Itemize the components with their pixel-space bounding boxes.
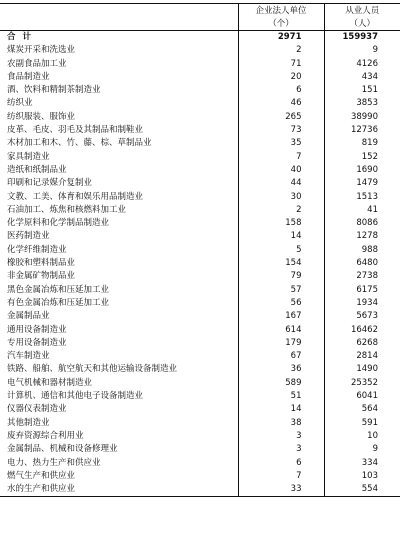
industry-name: 化学纤维制造业 [7,244,67,255]
industry-name: 家具制造业 [7,151,50,162]
industry-name: 煤炭开采和洗选业 [7,45,76,56]
industry-name: 酒、饮料和精制茶制造业 [7,85,101,96]
table-row [0,71,400,84]
industry-name: 木材加工和木、竹、藤、棕、草制品业 [7,138,152,149]
persons-value: 38990 [324,111,400,124]
industry-name: 造纸和纸制品业 [7,164,67,175]
industry-name: 电力、热力生产和供应业 [7,457,101,468]
persons-value: 4126 [324,58,400,71]
persons-value: 1513 [324,191,400,204]
units-value: 3 [238,430,324,443]
table-row [0,270,400,283]
table-row [0,457,400,470]
units-value: 158 [238,217,324,230]
units-value: 5 [238,244,324,257]
industry-name: 废弃资源综合利用业 [7,430,84,441]
industry-name: 仪器仪表制造业 [7,404,67,415]
industry-name: 医药制造业 [7,231,50,242]
table-row [0,124,400,137]
units-value: 2971 [238,31,324,45]
units-value: 14 [238,230,324,243]
persons-value: 25352 [324,377,400,390]
table-row [0,403,400,416]
industry-name: 非金属矿物制品业 [7,271,76,282]
units-value: 154 [238,257,324,270]
persons-value: 9 [324,443,400,456]
table-row [0,84,400,97]
persons-value: 5673 [324,310,400,323]
persons-value: 819 [324,137,400,150]
persons-value: 1690 [324,164,400,177]
industry-name: 金属制品业 [7,311,50,322]
units-value: 265 [238,111,324,124]
persons-value: 159937 [324,31,400,45]
header-persons-unit: （人） [324,18,400,31]
persons-value: 152 [324,151,400,164]
units-value: 67 [238,350,324,363]
industry-name: 农副食品加工业 [7,58,67,69]
table-row [0,111,400,124]
table-row [0,191,400,204]
table-row [0,164,400,177]
table-row [0,363,400,376]
units-value: 589 [238,377,324,390]
industry-name: 铁路、船舶、航空航天和其他运输设备制造业 [7,364,178,375]
persons-value: 434 [324,71,400,84]
table-row [0,377,400,390]
persons-value: 12736 [324,124,400,137]
units-value: 7 [238,470,324,483]
table-row [0,284,400,297]
units-value: 79 [238,270,324,283]
table-row-total [0,31,400,45]
units-value: 6 [238,457,324,470]
industry-name: 黑色金属冶炼和压延加工业 [7,284,110,295]
persons-value: 6041 [324,390,400,403]
units-value: 2 [238,204,324,217]
units-value: 6 [238,84,324,97]
persons-value: 6480 [324,257,400,270]
persons-value: 103 [324,470,400,483]
units-value: 73 [238,124,324,137]
table-row [0,390,400,403]
persons-value: 3853 [324,97,400,110]
persons-value: 1278 [324,230,400,243]
table-row [0,443,400,456]
industry-name: 化学原料和化学制品制造业 [7,218,110,229]
industry-name: 有色金属冶炼和压延加工业 [7,297,110,308]
header-industry-empty [0,4,238,19]
table-row [0,350,400,363]
table-row [0,177,400,190]
table-header [0,4,400,31]
industry-name: 燃气生产和供应业 [7,470,76,481]
industry-name: 合计 [7,32,39,42]
industry-name: 纺织服装、服饰业 [7,111,76,122]
industry-name: 食品制造业 [7,71,50,82]
table-row [0,204,400,217]
industry-name: 纺织业 [7,98,33,109]
units-value: 167 [238,310,324,323]
persons-value: 151 [324,84,400,97]
persons-value: 554 [324,483,400,497]
industry-name: 专用设备制造业 [7,337,67,348]
units-value: 40 [238,164,324,177]
units-value: 51 [238,390,324,403]
table-row [0,483,400,497]
header-units: 企业法人单位 [238,4,324,19]
units-value: 44 [238,177,324,190]
industry-name: 其他制造业 [7,417,50,428]
industry-name: 印刷和记录媒介复制业 [7,178,93,189]
units-value: 20 [238,71,324,84]
industry-name: 汽车制造业 [7,351,50,362]
table-row [0,257,400,270]
units-value: 35 [238,137,324,150]
units-value: 56 [238,297,324,310]
table-row [0,151,400,164]
industry-name: 石油加工、炼焦和核燃料加工业 [7,204,127,215]
table-row [0,97,400,110]
header-industry-empty-2 [0,18,238,31]
units-value: 2 [238,44,324,57]
table-body [0,31,400,497]
persons-value: 591 [324,417,400,430]
units-value: 3 [238,443,324,456]
table-row [0,337,400,350]
persons-value: 41 [324,204,400,217]
table-row [0,430,400,443]
units-value: 614 [238,324,324,337]
persons-value: 988 [324,244,400,257]
units-value: 14 [238,403,324,416]
persons-value: 1934 [324,297,400,310]
units-value: 38 [238,417,324,430]
persons-value: 2738 [324,270,400,283]
persons-value: 16462 [324,324,400,337]
industry-name: 皮革、毛皮、羽毛及其制品和制鞋业 [7,125,144,136]
table-row [0,58,400,71]
industry-name: 通用设备制造业 [7,324,67,335]
industry-name: 文教、工美、体育和娱乐用品制造业 [7,191,144,202]
header-units-unit: （个） [238,18,324,31]
persons-value: 1479 [324,177,400,190]
table-row [0,324,400,337]
table-row [0,244,400,257]
table-row [0,137,400,150]
persons-value: 1490 [324,363,400,376]
persons-value: 6175 [324,284,400,297]
industry-name: 水的生产和供应业 [0,483,238,497]
table-row [0,310,400,323]
persons-value: 8086 [324,217,400,230]
industry-name: 计算机、通信和其他电子设备制造业 [7,391,144,402]
table-row [0,297,400,310]
units-value: 36 [238,363,324,376]
persons-value: 2814 [324,350,400,363]
units-value: 7 [238,151,324,164]
units-value: 71 [238,58,324,71]
industry-statistics-table [0,3,400,497]
units-value: 46 [238,97,324,110]
persons-value: 564 [324,403,400,416]
persons-value: 9 [324,44,400,57]
table-row [0,470,400,483]
units-value: 30 [238,191,324,204]
table-row [0,417,400,430]
units-value: 33 [238,483,324,497]
table-row [0,217,400,230]
header-persons: 从业人员 [324,4,400,19]
persons-value: 10 [324,430,400,443]
persons-value: 334 [324,457,400,470]
table-row [0,44,400,57]
industry-name: 电气机械和器材制造业 [7,377,93,388]
units-value: 179 [238,337,324,350]
table-row [0,230,400,243]
units-value: 57 [238,284,324,297]
industry-name: 金属制品、机械和设备修理业 [7,444,118,455]
persons-value: 6268 [324,337,400,350]
industry-name: 橡胶和塑料制品业 [7,258,76,269]
